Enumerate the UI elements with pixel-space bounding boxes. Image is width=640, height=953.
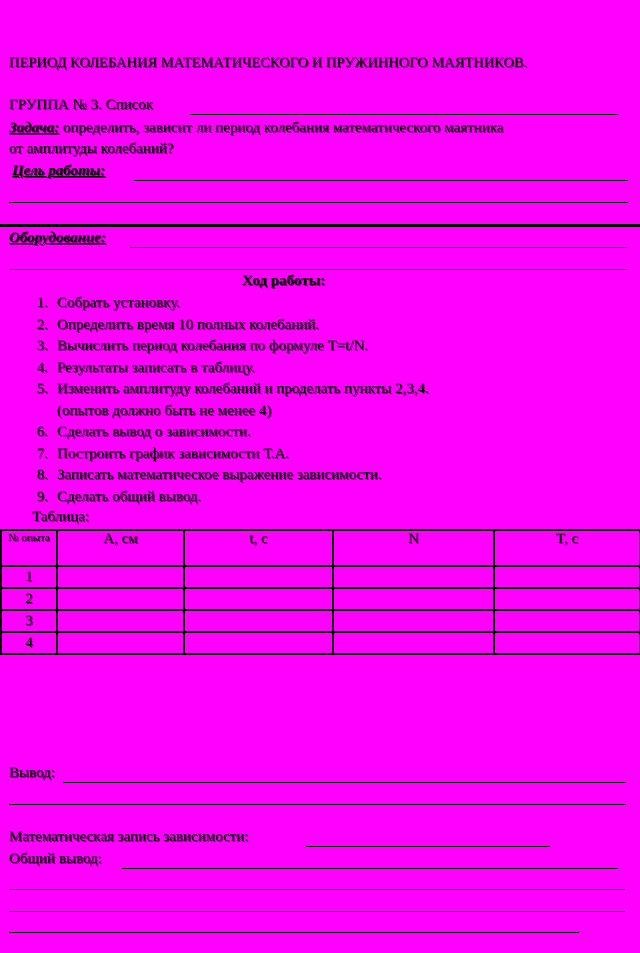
cell-amplitude[interactable] <box>57 610 184 632</box>
cell-period[interactable] <box>494 566 640 588</box>
goal-label: Цель работы: <box>12 163 106 179</box>
header-period: T, с <box>494 530 640 566</box>
goal-blank-line-2 <box>9 202 628 203</box>
task-label: Задача: <box>9 120 60 136</box>
cell-count[interactable] <box>333 588 494 610</box>
math-label: Математическая запись зависимости: <box>9 829 249 845</box>
general-blank-line-3 <box>9 911 625 912</box>
conclusion-blank-line-1 <box>63 782 626 783</box>
general-blank-line-1 <box>122 868 618 869</box>
cell-count[interactable] <box>333 610 494 632</box>
list-item: 7. Построить график зависимости Т.А. <box>36 445 290 462</box>
equipment-label: Оборудование: <box>9 230 106 246</box>
procedure-heading: Ход работы: <box>242 273 326 289</box>
cell-period[interactable] <box>494 610 640 632</box>
list-item: 5. Изменить амплитуду колебаний и проделать пункты 2,3,4. <box>36 381 429 397</box>
table-caption: Таблица: <box>32 509 90 525</box>
list-item: 9. Сделать общий вывод. <box>36 488 202 505</box>
row-number: 4 <box>1 632 57 654</box>
table-row <box>1 588 640 610</box>
equipment-blank-line-2 <box>9 269 627 270</box>
list-item: (опытов должно быть не менее 4) <box>57 402 272 419</box>
header-count: N <box>333 530 494 566</box>
header-time: t, с <box>184 530 333 566</box>
cell-amplitude[interactable] <box>57 588 184 610</box>
list-item: 4. Результаты записать в таблицу. <box>36 359 256 376</box>
general-label: Общий вывод: <box>9 851 102 867</box>
row-number: 1 <box>1 566 57 588</box>
cell-time[interactable] <box>184 610 333 632</box>
cell-time[interactable] <box>184 588 333 610</box>
list-item: 3. Вычислить период колебания по формуле T=t/N. <box>36 338 369 354</box>
equipment-blank-line-1 <box>130 247 627 248</box>
goal-blank-line-1 <box>134 180 628 181</box>
header-experiment: № опыта <box>1 530 57 566</box>
cell-count[interactable] <box>333 566 494 588</box>
page-title: ПЕРИОД КОЛЕБАНИЯ МАТЕМАТИЧЕСКОГО И ПРУЖИННОГО МАЯТНИКОВ. <box>9 55 528 71</box>
header-amplitude: А, см <box>57 530 184 566</box>
list-blank-line <box>190 114 618 115</box>
task-text-1: определить, зависит ли период колебания математического маятника <box>59 120 504 136</box>
list-item: 6. Сделать вывод о зависимости. <box>36 424 251 440</box>
list-item: 2. Определить время 10 полных колебаний. <box>36 316 320 333</box>
general-blank-line-2 <box>9 889 625 890</box>
cell-time[interactable] <box>184 566 333 588</box>
procedure-steps <box>28 293 429 508</box>
list-item: 8. Записать математическое выражение зависимости. <box>36 467 382 483</box>
cell-period[interactable] <box>494 632 640 654</box>
conclusion-label: Вывод: <box>9 765 55 781</box>
list-item: 1. Собрать установку. <box>36 295 181 311</box>
row-number: 3 <box>1 610 57 632</box>
results-table <box>0 529 640 655</box>
general-blank-line-4 <box>9 932 579 933</box>
row-number: 2 <box>1 588 57 610</box>
cell-amplitude[interactable] <box>57 632 184 654</box>
table-header-row <box>1 530 640 566</box>
task-text-2: от амплитуды колебаний? <box>9 141 174 157</box>
task-line-1 <box>9 120 503 137</box>
cell-period[interactable] <box>494 588 640 610</box>
table-row <box>1 610 640 632</box>
table-row <box>1 632 640 654</box>
section-divider <box>0 224 640 227</box>
cell-time[interactable] <box>184 632 333 654</box>
cell-amplitude[interactable] <box>57 566 184 588</box>
table-row <box>1 566 640 588</box>
group-line: ГРУППА № 3. Список <box>9 97 154 113</box>
cell-count[interactable] <box>333 632 494 654</box>
conclusion-blank-line-2 <box>9 804 626 805</box>
math-blank-line <box>306 846 550 847</box>
